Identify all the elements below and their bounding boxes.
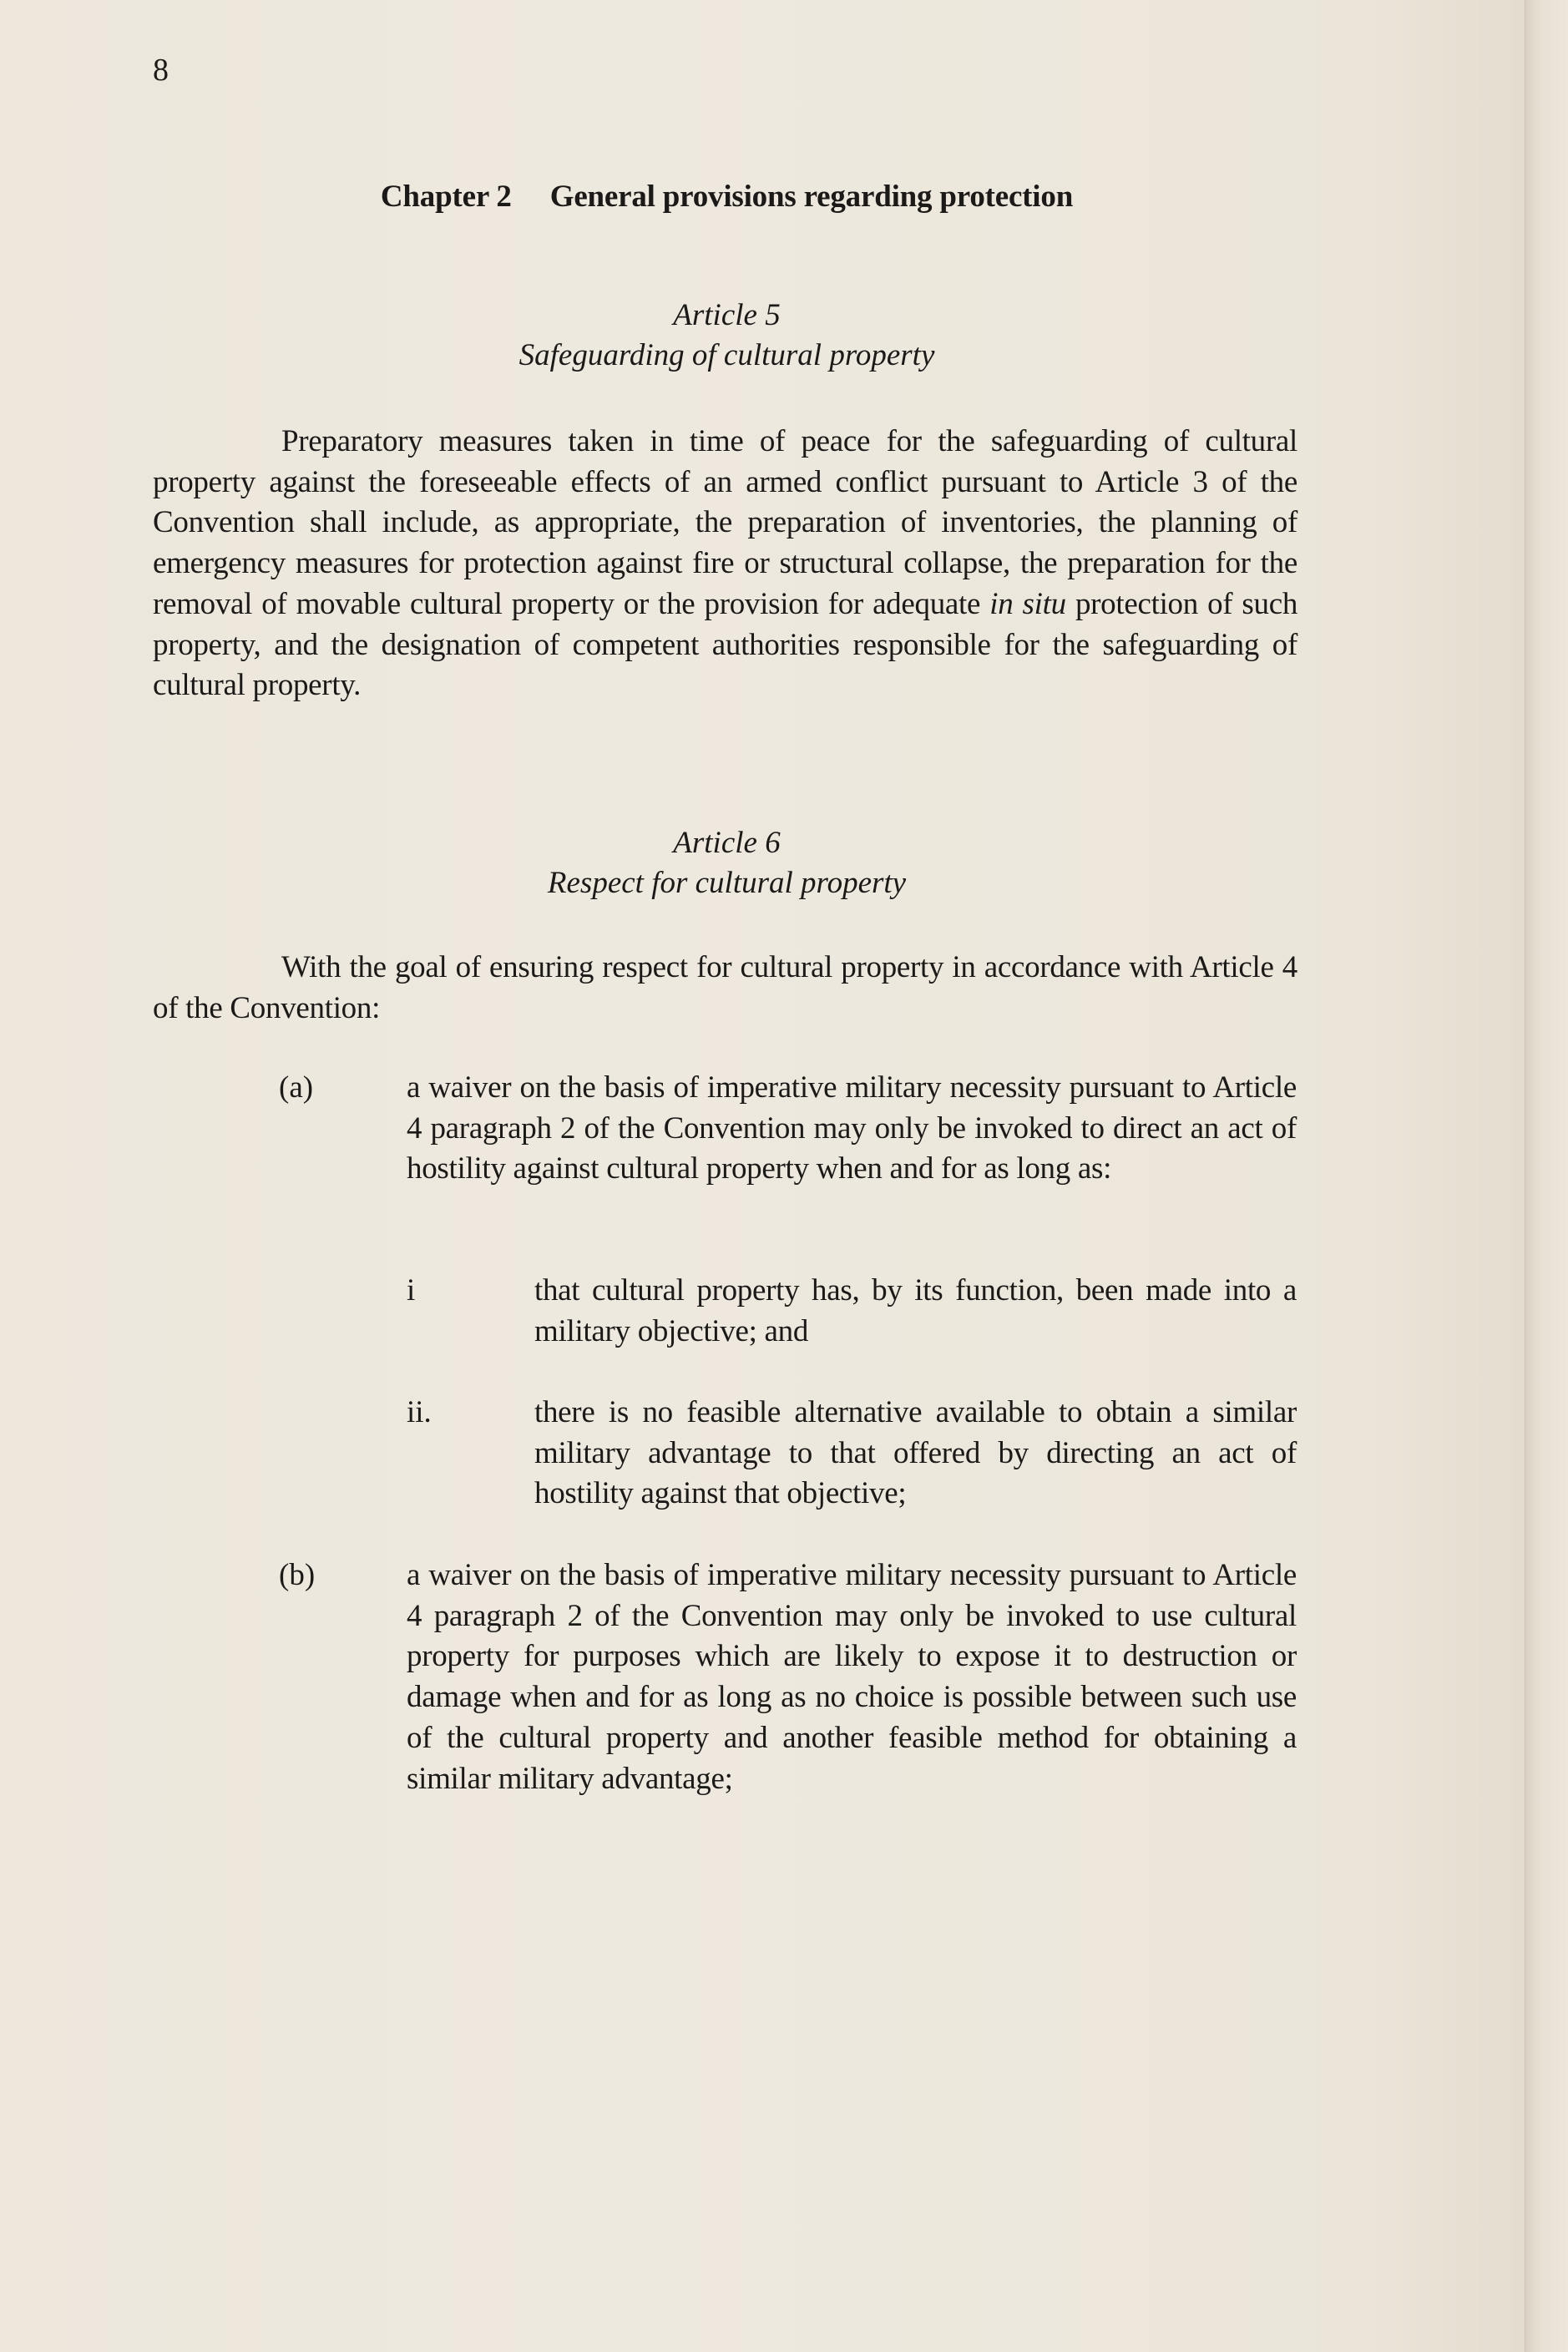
sub-item-ii-text: there is no feasible alternative available to obtain a similar military advantage to that offered by directing an act of hostility against that objective; xyxy=(534,1395,1297,1511)
article-5-text-end: protection of such property, and the designation of competent authorities responsible for the safeguarding of cultural property. xyxy=(153,586,1298,703)
item-a-text: a waiver on the basis of imperative military necessity pursuant to Article 4 paragraph 2 of the Convention may only be invoked to direct an act of hostility against cultural property when and for as long as: xyxy=(407,1070,1297,1186)
article-6-intro: With the goal of ensuring respect for cultural property in accordance with Article 4 of the Convention: xyxy=(153,950,1297,1025)
chapter-heading xyxy=(0,179,1454,215)
article-6-title: Respect for cultural property xyxy=(547,866,907,900)
sub-item-i-marker: i xyxy=(407,1273,416,1308)
page-number: 8 xyxy=(153,53,169,88)
article-5-title: Safeguarding of cultural property xyxy=(518,338,935,372)
chapter-title: General provisions regarding protection xyxy=(549,180,1074,214)
article-5-text-start: Preparatory measures taken in time of peace for the safeguarding of cultural property against the foreseeable effects of an armed conflict pursuant to Article 3 of the Convention shall include, as appropriate, the preparation of inventories, the planning of emergency measures for protection against fire or structural collapse, the preparation for the removal of movable cultural property or the provision for adequate xyxy=(153,424,1297,621)
item-b-marker: (b) xyxy=(279,1558,316,1592)
item-a-marker: (a) xyxy=(279,1070,314,1105)
sub-item-i-text: that cultural property has, by its function, been made into a military objective; and xyxy=(534,1273,1297,1348)
item-b-text: a waiver on the basis of imperative military necessity pursuant to Article 4 paragraph 2 of the Convention may only be invoked to use cultural property for purposes which are likely to expose it to destruction or damage when and for as long as no choice is possible between such use of the cultural property and another feasible method for obtaining a similar military advantage; xyxy=(407,1558,1297,1796)
sub-item-ii-marker: ii. xyxy=(407,1395,432,1429)
article-6-label: Article 6 xyxy=(673,826,781,860)
page-edge xyxy=(1525,0,1568,2352)
article-5-label: Article 5 xyxy=(673,298,781,332)
article-5-paragraph xyxy=(153,422,1297,706)
article-6-heading xyxy=(0,823,1454,903)
article-5-italic-term: in situ xyxy=(989,586,1066,621)
article-5-heading xyxy=(0,296,1454,376)
chapter-number: Chapter 2 xyxy=(380,180,512,214)
